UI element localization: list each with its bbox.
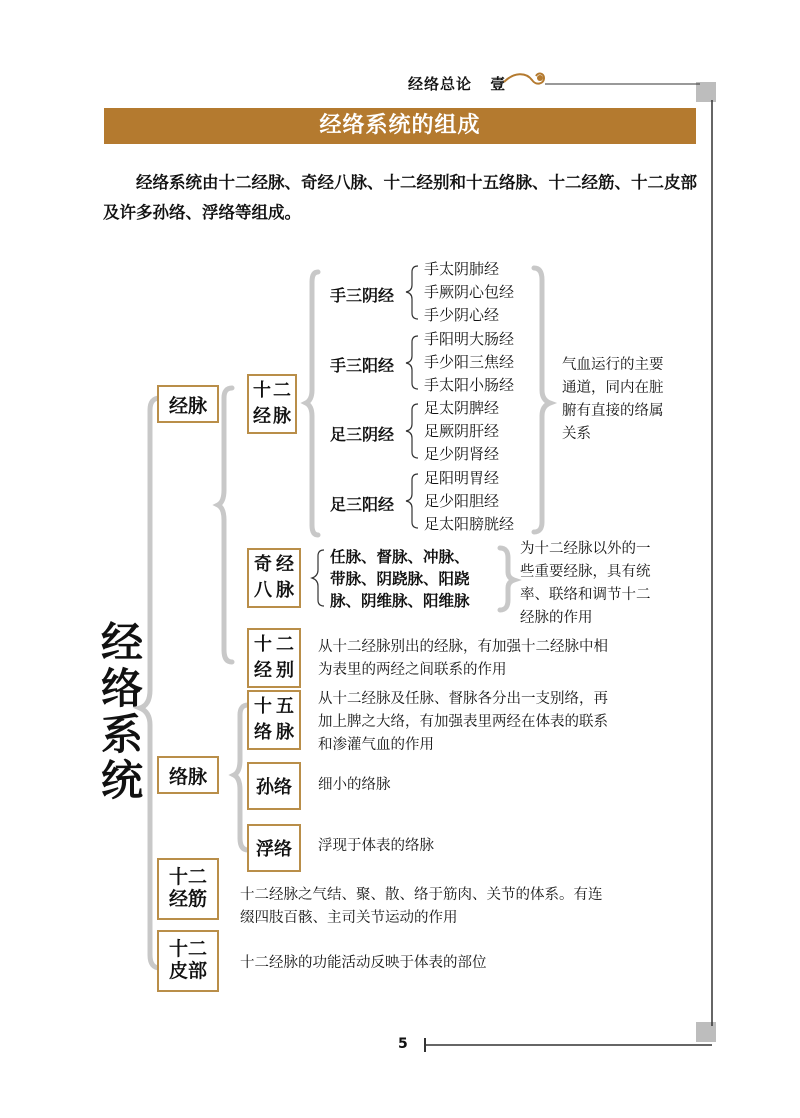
node-luomai: 络脉 [157,756,219,794]
node-sunluo: 孙络 [247,762,301,810]
group-shou-san-yin: 手三阴经 [330,286,395,305]
chapter-number: 壹 [490,75,507,93]
jingjin-desc: 十二经脉之气结、聚、散、络于筋肉、关节的体系。有连 缀四肢百骸、主司关节运动的作用 [240,887,603,926]
node-shiwu-luomai: 十 五 络 脉 [247,690,301,750]
page-number: 5 [398,1036,408,1052]
root-label: 经络系统 [100,618,143,805]
meridian-list-3: 足太阴脾经 足厥阴肝经 足少阴肾经 [424,399,500,463]
intro-paragraph: 经络系统由十二经脉、奇经八脉、十二经别和十五络脉、十二经筋、十二皮部及许多孙络、浮络等组成。 [103,173,697,222]
section-title: 经络系统的组成 [104,108,696,144]
sunluo-desc: 细小的络脉 [318,777,391,793]
node-shier-jingmai: 十 二 经 脉 [247,374,297,434]
chapter-title: 经络总论 [408,75,473,93]
node-fuluo: 浮络 [247,824,301,872]
node-shier-jingbie: 十 二 经 别 [247,628,301,688]
meridian-list-4: 足阳明胃经 足少阳胆经 足太阳膀胱经 [424,469,515,533]
meridian-list-2: 手阳明大肠经 手少阳三焦经 手太阳小肠经 [424,330,515,394]
shiwu-luomai-desc: 从十二经脉及任脉、督脉各分出一支别络，再 加上脾之大络，有加强表里两经在体表的联系 和渗灌气血的作用 [318,691,608,753]
qijing-items: 任脉、督脉、冲脉、 带脉、阴跷脉、阳跷 脉、阴维脉、阳维脉 [330,548,470,610]
qijing-desc: 为十二经脉以外的一 些重要经脉，具有统 率、联络和调节十二 经脉的作用 [520,541,651,626]
jingbie-desc: 从十二经脉别出的经脉，有加强十二经脉中相 为表里的两经之间联系的作用 [318,639,608,678]
node-jingmai: 经脉 [157,385,219,423]
group-zu-san-yin: 足三阴经 [330,425,395,444]
node-qijing-bamai: 奇 经 八 脉 [247,548,301,608]
meridian-list-1: 手太阴肺经 手厥阴心包经 手少阴心经 [424,260,515,324]
group-shou-san-yang: 手三阳经 [330,356,395,375]
twelve-meridians-desc: 气血运行的主要 通道，同内在脏 腑有直接的络属 关系 [562,357,664,442]
node-jingjin: 十二 经筋 [157,858,219,920]
node-pibu: 十二 皮部 [157,930,219,992]
pibu-desc: 十二经脉的功能活动反映于体表的部位 [240,955,487,971]
group-zu-san-yang: 足三阳经 [330,495,395,514]
fuluo-desc: 浮现于体表的络脉 [318,838,434,854]
